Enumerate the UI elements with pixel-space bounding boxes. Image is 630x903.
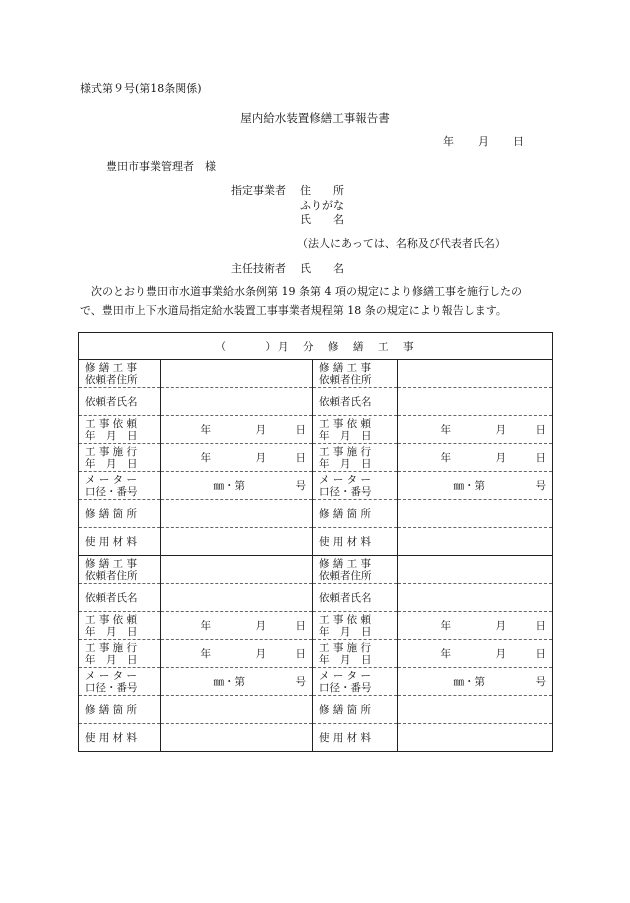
date-day-unit: 日: [535, 648, 546, 660]
materials-label: 使 用 材 料: [79, 528, 161, 556]
date-month-unit: 月: [495, 452, 506, 464]
meter-mm-unit: ㎜・第: [453, 676, 485, 688]
table-row: [79, 584, 553, 612]
body-text: [80, 282, 552, 320]
materials-value[interactable]: [398, 724, 553, 752]
date-month-unit: 月: [255, 452, 266, 464]
work-date-label: 工 事 施 行 年 月 日: [313, 640, 398, 668]
date-month-unit: 月: [255, 424, 266, 436]
materials-label: 使 用 材 料: [313, 528, 398, 556]
date-day-label: 日: [513, 135, 524, 148]
meter-value[interactable]: [398, 668, 553, 696]
table-row: [79, 528, 553, 556]
date-day-unit: 日: [535, 452, 546, 464]
date-day-unit: 日: [535, 620, 546, 632]
date-year-unit: 年: [440, 452, 451, 464]
table-row: [79, 500, 553, 528]
meter-mm-unit: ㎜・第: [213, 676, 245, 688]
materials-value[interactable]: [161, 724, 313, 752]
table-row: [79, 416, 553, 444]
request-date-value[interactable]: [398, 612, 553, 640]
table-row: [79, 556, 553, 584]
date-month-unit: 月: [495, 648, 506, 660]
name-label: 氏 名: [300, 213, 344, 226]
designated-operator-label: 指定事業者: [231, 184, 286, 197]
meter-label: メ ー タ ー 口径・番号: [79, 472, 161, 500]
repair-location-label: 修 繕 箇 所: [79, 696, 161, 724]
date-day-unit: 日: [295, 452, 306, 464]
repair-report-table: [78, 332, 553, 752]
date-year-unit: 年: [440, 648, 451, 660]
table-row: [79, 444, 553, 472]
record-block: [79, 360, 553, 752]
body-text-line-2: で、豊田市上下水道局指定給水装置工事事業者規程第 18 条の規定により報告します。: [80, 304, 507, 317]
date-month-unit: 月: [495, 424, 506, 436]
work-date-label: 工 事 施 行 年 月 日: [79, 444, 161, 472]
table-row: [79, 612, 553, 640]
materials-value[interactable]: [161, 528, 313, 556]
meter-value[interactable]: [161, 668, 313, 696]
date-day-unit: 日: [295, 620, 306, 632]
table-row: [79, 472, 553, 500]
table-row: [79, 640, 553, 668]
form-number: 様式第９号(第18条関係): [80, 82, 202, 95]
meter-value[interactable]: [161, 472, 313, 500]
materials-value[interactable]: [398, 528, 553, 556]
table-header: （ ）月 分 修 繕 工 事: [79, 333, 553, 360]
request-date-label: 工 事 依 頼 年 月 日: [313, 612, 398, 640]
date-year-unit: 年: [440, 424, 451, 436]
meter-value[interactable]: [398, 472, 553, 500]
requester-name-label: 依頼者氏名: [313, 584, 398, 612]
chief-name-label: 氏 名: [300, 262, 344, 275]
materials-label: 使 用 材 料: [79, 724, 161, 752]
repair-location-label: 修 繕 箇 所: [313, 500, 398, 528]
request-date-value[interactable]: [161, 612, 313, 640]
requester-address-value[interactable]: [398, 360, 553, 388]
request-date-value[interactable]: [398, 416, 553, 444]
requester-address-value[interactable]: [161, 360, 313, 388]
date-month-unit: 月: [255, 648, 266, 660]
requester-address-value[interactable]: [161, 556, 313, 584]
request-date-label: 工 事 依 頼 年 月 日: [313, 416, 398, 444]
addressee: 豊田市事業管理者 様: [106, 160, 216, 173]
requester-name-value[interactable]: [398, 584, 553, 612]
document-title: 屋内給水装置修繕工事報告書: [240, 111, 390, 125]
table-row: [79, 388, 553, 416]
meter-no-unit: 号: [295, 480, 306, 492]
requester-address-label: 修 繕 工 事 依頼者住所: [79, 360, 161, 388]
table-row: [79, 696, 553, 724]
request-date-label: 工 事 依 頼 年 月 日: [79, 416, 161, 444]
materials-label: 使 用 材 料: [313, 724, 398, 752]
date-day-unit: 日: [535, 424, 546, 436]
meter-mm-unit: ㎜・第: [453, 480, 485, 492]
date-month-label: 月: [478, 135, 489, 148]
body-text-line-1: 次のとおり豊田市水道事業給水条例第 19 条第 4 項の規定により修繕工事を施行したの: [91, 285, 522, 298]
requester-name-value[interactable]: [161, 584, 313, 612]
date-month-unit: 月: [495, 620, 506, 632]
repair-location-value[interactable]: [398, 696, 553, 724]
date-year-label: 年: [443, 135, 454, 148]
date-year-unit: 年: [200, 424, 211, 436]
repair-location-value[interactable]: [161, 500, 313, 528]
requester-name-label: 依頼者氏名: [79, 584, 161, 612]
table-row: [79, 668, 553, 696]
work-date-label: 工 事 施 行 年 月 日: [79, 640, 161, 668]
requester-name-value[interactable]: [398, 388, 553, 416]
date-month-unit: 月: [255, 620, 266, 632]
table-row: [79, 360, 553, 388]
repair-location-value[interactable]: [398, 500, 553, 528]
work-date-value[interactable]: [161, 444, 313, 472]
date-day-unit: 日: [295, 648, 306, 660]
corporate-note: （法人にあっては、名称及び代表者氏名）: [297, 237, 506, 250]
date-year-unit: 年: [200, 648, 211, 660]
address-label: 住 所: [300, 184, 344, 197]
table-row: [79, 724, 553, 752]
requester-address-value[interactable]: [398, 556, 553, 584]
meter-label: メ ー タ ー 口径・番号: [313, 668, 398, 696]
work-date-value[interactable]: [398, 640, 553, 668]
meter-label: メ ー タ ー 口径・番号: [313, 472, 398, 500]
date-year-unit: 年: [440, 620, 451, 632]
requester-name-label: 依頼者氏名: [313, 388, 398, 416]
request-date-value[interactable]: [161, 416, 313, 444]
repair-location-value[interactable]: [161, 696, 313, 724]
meter-label: メ ー タ ー 口径・番号: [79, 668, 161, 696]
requester-name-value[interactable]: [161, 388, 313, 416]
requester-address-label: 修 繕 工 事 依頼者住所: [313, 360, 398, 388]
meter-no-unit: 号: [535, 480, 546, 492]
work-date-value[interactable]: [161, 640, 313, 668]
date-day-unit: 日: [295, 424, 306, 436]
repair-location-label: 修 繕 箇 所: [79, 500, 161, 528]
date-year-unit: 年: [200, 620, 211, 632]
meter-mm-unit: ㎜・第: [213, 480, 245, 492]
furigana-label: ふりがな: [300, 199, 344, 212]
meter-no-unit: 号: [295, 676, 306, 688]
repair-location-label: 修 繕 箇 所: [313, 696, 398, 724]
requester-name-label: 依頼者氏名: [79, 388, 161, 416]
requester-address-label: 修 繕 工 事 依頼者住所: [79, 556, 161, 584]
chief-engineer-label: 主任技術者: [231, 262, 286, 275]
requester-address-label: 修 繕 工 事 依頼者住所: [313, 556, 398, 584]
date-year-unit: 年: [200, 452, 211, 464]
work-date-value[interactable]: [398, 444, 553, 472]
work-date-label: 工 事 施 行 年 月 日: [313, 444, 398, 472]
meter-no-unit: 号: [535, 676, 546, 688]
request-date-label: 工 事 依 頼 年 月 日: [79, 612, 161, 640]
